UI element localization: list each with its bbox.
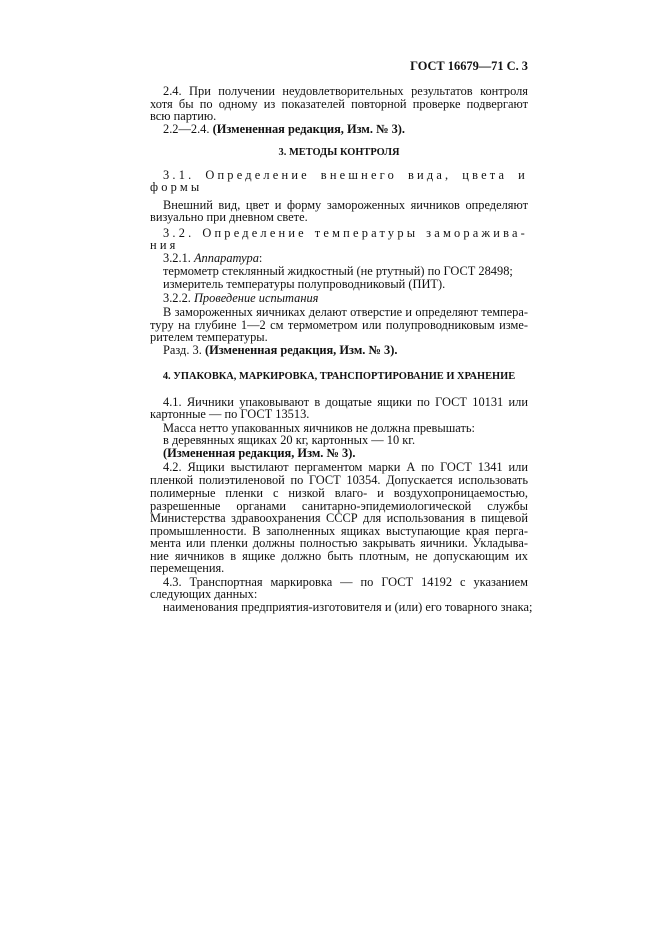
text-run: визуально при дневном свете. — [150, 210, 308, 224]
text-run: полимерные пленки с низкой влаго- и воздухопроницаемостью, — [150, 486, 528, 500]
text-run: разрешенные органами санитарно-эпидемиологической службы — [150, 499, 528, 513]
text-run: промышленности. В заполненных ящиках выступающие края перга- — [150, 524, 528, 538]
amendment-note — [163, 343, 528, 357]
text-run: : — [258, 251, 263, 265]
paragraph-line — [150, 210, 528, 224]
text-run: ние яичников в ящике должно быть плотным, не допускающим их — [150, 549, 528, 563]
text-run: термометр стеклянный жидкостный (не ртутный) по ГОСТ 28498; — [163, 264, 513, 278]
paragraph-line — [150, 330, 528, 344]
text-run: (Измененная редакция, Изм. № 3). — [212, 122, 406, 136]
text-run: (Измененная редакция, Изм. № 3). — [204, 343, 398, 357]
text-run: туру на глубине 1—2 см термометром или полупроводниковым изме- — [150, 318, 528, 332]
paragraph-line — [163, 264, 528, 278]
paragraph-line — [163, 305, 528, 319]
paragraph-line — [150, 536, 528, 550]
subsection-title — [163, 291, 528, 305]
text-run: хотя бы по одному из показателей повторной проверке подвергают — [150, 97, 528, 111]
text-run: 3.2. Определение температуры заморажива- — [163, 226, 528, 240]
text-run: 3.1. Определение внешнего вида, цвета и — [163, 168, 528, 182]
text-run: пленкой полиэтиленовой по ГОСТ 10354. Допускается использовать — [150, 473, 528, 487]
text-run: 4.3. Транспортная маркировка — по ГОСТ 14192 с указанием — [163, 575, 528, 589]
text-run: Аппаратура — [193, 251, 259, 265]
text-run: 4.2. Ящики выстилают пергаментом марки А по ГОСТ 1341 или — [163, 460, 528, 474]
text-run: 2.4. При получении неудовлетворительных результатов контроля — [163, 84, 528, 98]
section-heading — [150, 370, 528, 384]
text-run: В замороженных яичниках делают отверстие и определяют темпера- — [163, 305, 528, 319]
text-run: мента или пленки должны полностью закрывать яичники. Укладыва- — [150, 536, 528, 550]
text-run: следующих данных: — [150, 587, 258, 601]
text-run: 3.2.2. — [163, 291, 194, 305]
paragraph-line — [150, 511, 528, 525]
amendment-note — [163, 446, 528, 460]
amendment-note — [163, 122, 528, 136]
text-run: наименования предприятия-изготовителя и (или) его товарного знака; — [163, 600, 533, 614]
paragraph-line — [150, 473, 528, 487]
text-run: 2.2—2.4. — [163, 122, 213, 136]
text-run: 3.2.1. — [163, 251, 194, 265]
paragraph-line — [163, 600, 533, 614]
text-run: Масса нетто упакованных яичников не должна превышать: — [163, 421, 475, 435]
paragraph-line — [163, 84, 528, 98]
section-heading — [150, 146, 528, 160]
text-run: картонные — по ГОСТ 13513. — [150, 407, 310, 421]
subsection-title — [150, 238, 528, 252]
paragraph-line — [150, 587, 528, 601]
paragraph-line — [163, 433, 528, 447]
text-run: 4.1. Яичники упаковывают в дощатые ящики по ГОСТ 10131 или — [163, 395, 528, 409]
text-run: всю партию. — [150, 109, 217, 123]
text-run: (Измененная редакция, Изм. № 3). — [163, 446, 356, 460]
paragraph-line — [150, 561, 528, 575]
paragraph-line — [163, 277, 528, 291]
text-run: 3. МЕТОДЫ КОНТРОЛЯ — [278, 147, 400, 158]
text-run: формы — [150, 180, 203, 194]
text-run: Проведение испытания — [193, 291, 319, 305]
paragraph-line — [150, 407, 528, 421]
text-run: Разд. 3. — [163, 343, 205, 357]
text-run: в деревянных ящиках 20 кг, картонных — 10 кг. — [163, 433, 416, 447]
paragraph-line — [150, 486, 528, 500]
text-run: Министерства здравоохранения СССР для использования в пищевой — [150, 511, 528, 525]
paragraph-line — [163, 460, 528, 474]
text-run: перемещения. — [150, 561, 225, 575]
text-run: измеритель температуры полупроводниковый (ПИТ). — [163, 277, 446, 291]
text-run: ния — [150, 238, 179, 252]
paragraph-line — [150, 109, 528, 123]
page-header: ГОСТ 16679—71 С. 3 — [410, 59, 528, 73]
subsection-title — [163, 251, 528, 265]
text-run: рителем температуры. — [150, 330, 268, 344]
text-run: 4. УПАКОВКА, МАРКИРОВКА, ТРАНСПОРТИРОВАНИЕ И ХРАНЕНИЕ — [162, 371, 516, 382]
subsection-title — [150, 180, 528, 194]
text-run: Внешний вид, цвет и форму замороженных яичников определяют — [163, 198, 528, 212]
